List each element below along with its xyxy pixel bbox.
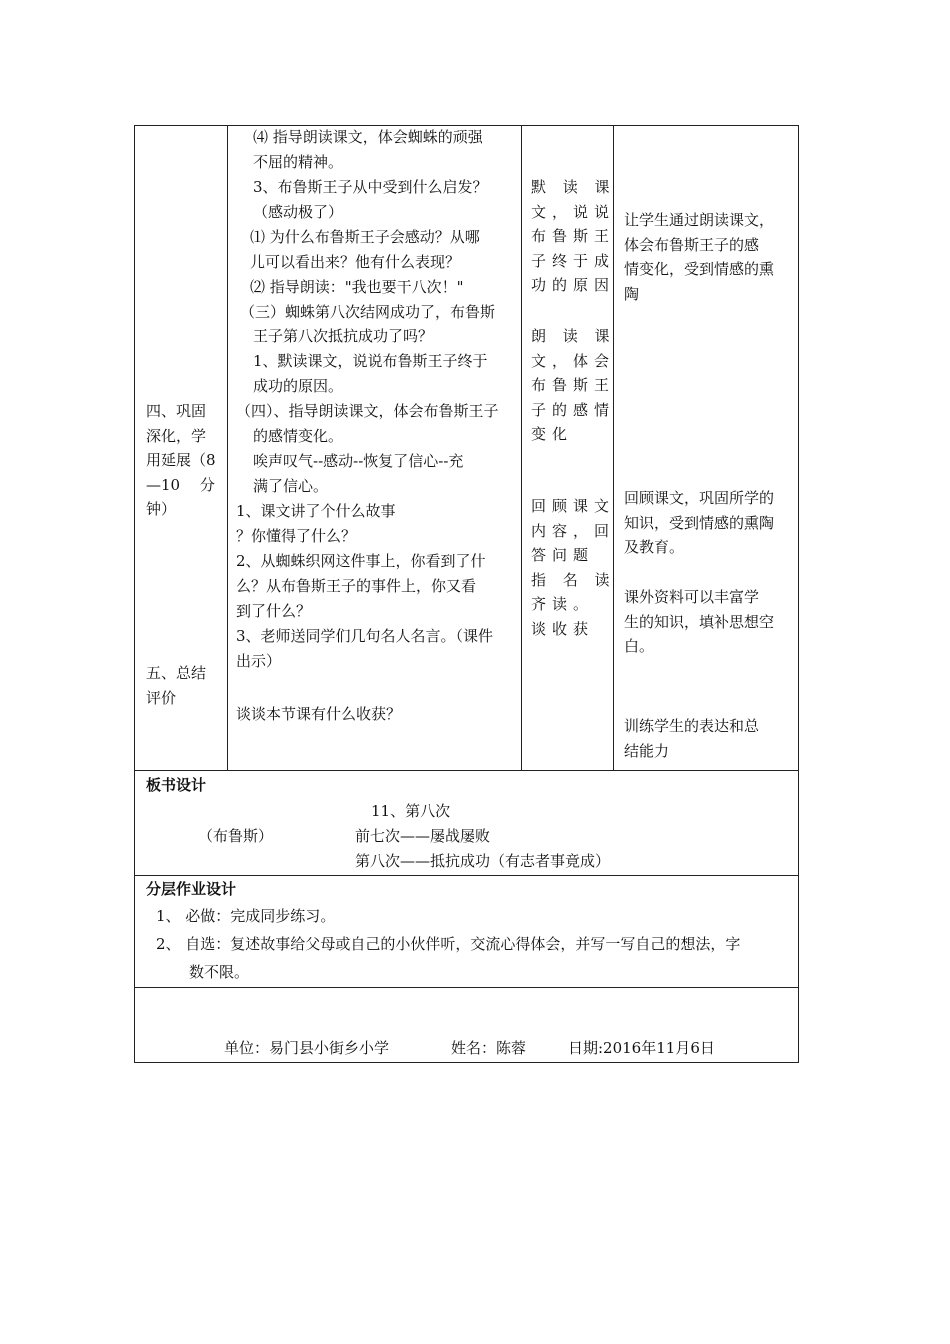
activity-line: 布鲁斯王 <box>531 376 616 394</box>
activity-line: 谈收获 <box>531 619 595 638</box>
stage-label-line: 用延展（8 <box>146 451 216 469</box>
process-line: 谈谈本节课有什么收获？ <box>236 705 402 723</box>
intent-3 <box>624 585 774 659</box>
column-divider-1 <box>227 125 228 771</box>
row-divider-footer <box>134 987 799 988</box>
process-line: ⑵ 指导朗读："我也要干八次！" <box>250 278 464 296</box>
intent-line: 回顾课文，巩固所学的 <box>624 489 775 507</box>
intent-line: 课外资料可以丰富学 <box>624 588 760 606</box>
activity-line: 变化 <box>531 425 574 443</box>
board-title: 11、第八次 <box>371 802 451 820</box>
intent-line: 情变化，受到情感的熏 <box>624 260 775 278</box>
row-divider-board <box>134 770 799 771</box>
process-line: 成功的原因。 <box>253 377 344 395</box>
column-divider-2 <box>521 125 522 771</box>
intent-line: 知识，受到情感的熏陶 <box>624 513 775 532</box>
intent-1 <box>624 208 774 306</box>
board-heading: 板书设计 <box>146 776 207 794</box>
process-line: 不屈的精神。 <box>253 153 344 171</box>
process-line: ⑷ 指导朗读课文，体会蜘蛛的顽强 <box>253 128 483 146</box>
activity-line: 朗 读 课 <box>531 327 616 345</box>
intent-line: 训练学生的表达和总 <box>624 717 760 735</box>
board-line-2: 第八次——抵抗成功（有志者事竟成） <box>355 852 611 870</box>
activity-line: 子的感情 <box>531 400 616 419</box>
stage-label-line: 深化，学 <box>146 426 207 445</box>
footer-date: 日期:2016年11月6日 <box>568 1039 715 1057</box>
intent-line: 及教育。 <box>624 538 685 556</box>
process-line: （四）、指导朗读课文，体会布鲁斯王子 <box>236 402 499 420</box>
activity-line: 答问题 <box>531 546 595 564</box>
intent-line: 生的知识，填补思想空 <box>624 612 775 631</box>
activity-line: 回顾课文 <box>531 497 616 515</box>
homework-item-2: 2、 自选：复述故事给父母或自己的小伙伴听，交流心得体会，并写一写自己的想法，字 <box>156 935 741 953</box>
stage-label-line: —10 分 <box>146 475 215 494</box>
activity-line: 布鲁斯王 <box>531 227 616 245</box>
process-line: ？你懂得了什么？ <box>236 527 357 545</box>
homework-item-2-cont: 数不限。 <box>189 963 250 981</box>
process-line: ⑴ 为什么布鲁斯王子会感动？从哪 <box>250 228 480 246</box>
student-activity-3 <box>531 494 616 641</box>
student-activity-1 <box>531 175 616 298</box>
process-line: 1、默读课文，说说布鲁斯王子终于 <box>253 352 488 370</box>
activity-line: 内容，回 <box>531 521 616 540</box>
stage-label-line: 四、巩固 <box>146 402 207 420</box>
process-line: 到了什么？ <box>236 602 312 620</box>
process-line: 的感情变化。 <box>253 427 344 445</box>
process-line: 么？从布鲁斯王子的事件上，你又看 <box>236 577 477 595</box>
intent-2 <box>624 486 774 560</box>
process-line: （三）蜘蛛第八次结网成功了，布鲁斯 <box>240 303 496 321</box>
process-line: （感动极了） <box>253 203 344 221</box>
activity-line: 子终于成 <box>531 251 616 270</box>
intent-line: 结能力 <box>624 741 670 760</box>
stage-label-line: 评价 <box>146 688 177 707</box>
activity-line: 文，体会 <box>531 351 616 370</box>
activity-line: 功的原因 <box>531 276 616 294</box>
process-line: 3、布鲁斯王子从中受到什么启发？ <box>253 178 488 196</box>
process-line: 1、课文讲了个什么故事 <box>236 502 396 520</box>
intent-line: 白。 <box>624 637 655 655</box>
activity-line: 齐读。 <box>531 595 595 613</box>
stage-label-line: 五、总结 <box>146 664 207 682</box>
process-line: 唉声叹气--感动--恢复了信心--充 <box>253 452 464 470</box>
process-line: 2、从蜘蛛织网这件事上，你看到了什 <box>236 552 486 570</box>
activity-line: 文，说说 <box>531 202 616 221</box>
activity-line: 指 名 读 <box>531 570 616 589</box>
intent-4 <box>624 714 759 763</box>
board-line-1: 前七次——屡战屡败 <box>355 827 491 845</box>
intent-line: 让学生通过朗读课文， <box>624 211 775 229</box>
intent-line: 陶 <box>624 284 640 303</box>
board-name: （布鲁斯） <box>198 827 274 845</box>
process-line: 满了信心。 <box>253 477 329 495</box>
student-activity-2 <box>531 324 616 447</box>
intent-line: 体会布鲁斯王子的感 <box>624 235 760 254</box>
stage-label-line: 钟） <box>146 500 177 518</box>
process-line: 出示） <box>236 652 282 670</box>
process-line: 3、老师送同学们几句名人名言。（课件 <box>236 627 494 645</box>
footer-unit: 单位：易门县小街乡小学 <box>224 1039 390 1057</box>
stage-4-label <box>146 399 216 522</box>
stage-5-label <box>146 661 206 710</box>
activity-line: 默 读 课 <box>531 178 616 196</box>
process-line: 王子第八次抵抗成功了吗？ <box>253 327 434 345</box>
homework-heading: 分层作业设计 <box>146 880 237 898</box>
homework-item-1: 1、 必做：完成同步练习。 <box>156 907 336 925</box>
footer-name: 姓名：陈蓉 <box>451 1039 527 1057</box>
row-divider-homework <box>134 875 799 876</box>
process-line: 儿可以看出来？他有什么表现？ <box>250 253 461 271</box>
